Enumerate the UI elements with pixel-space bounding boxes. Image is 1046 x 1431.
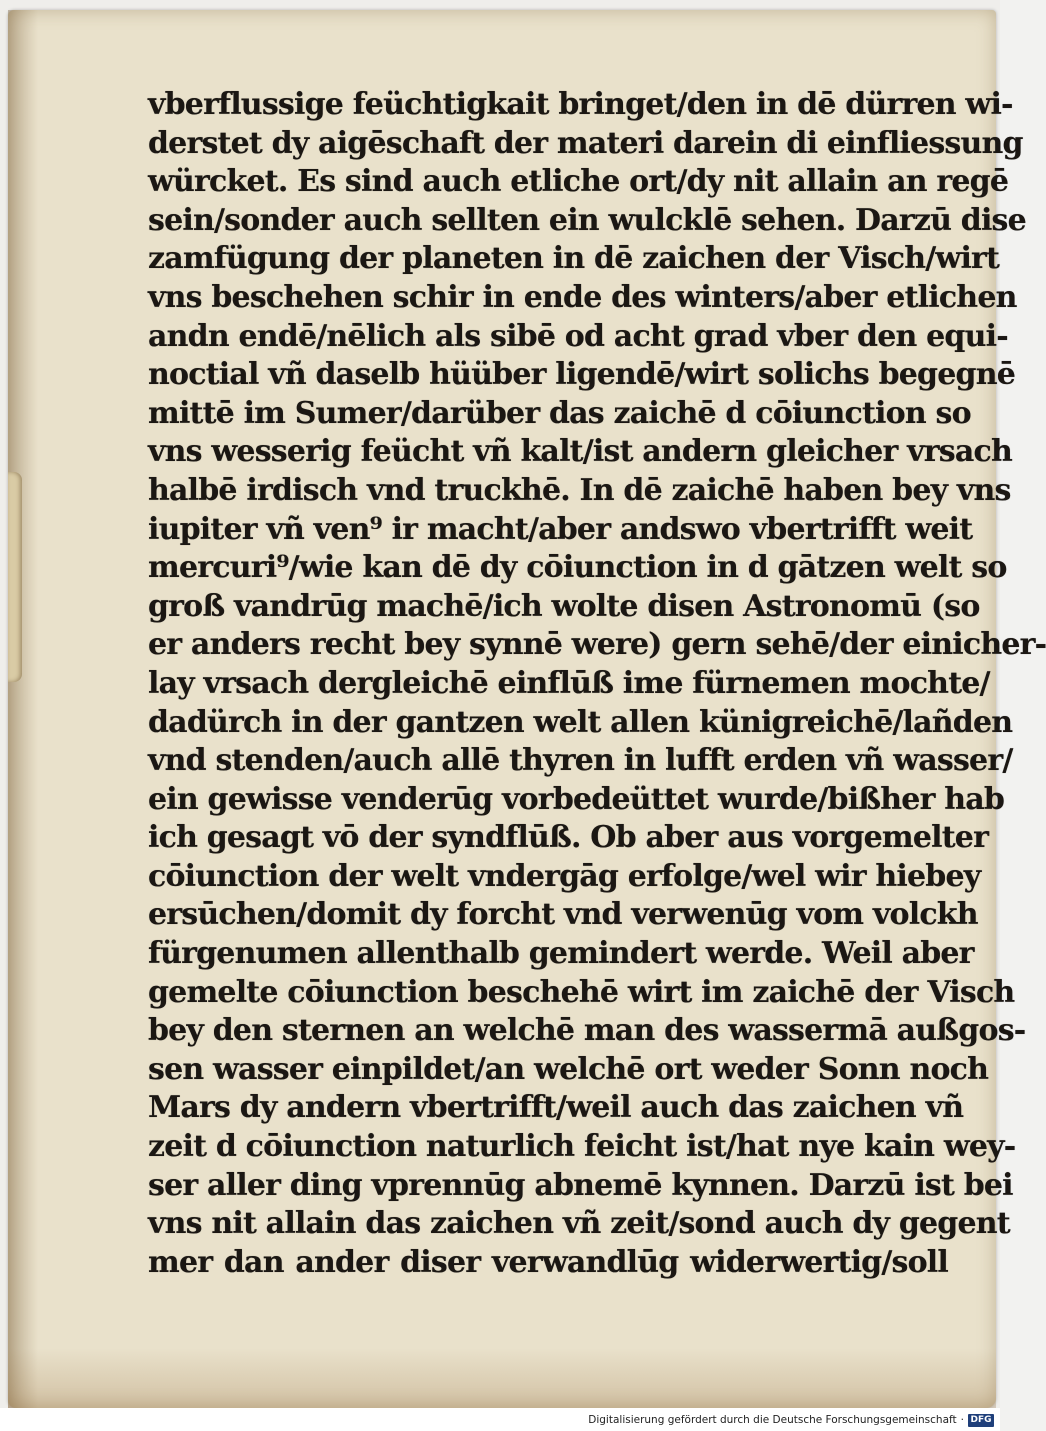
text-line: vns nit allain das zaichen vñ zeit/sond auch dy gegent [148,1206,1010,1242]
text-line: vns beschehen schir in ende des winters/aber etlichen [148,279,1017,315]
text-line: mittē im Sumer/darüber das zaichē d cōiunction so [148,395,971,431]
text-line: fürgenumen allenthalb gemindert werde. Weil aber [148,936,974,972]
text-line: noctial vñ daselb hüüber ligendē/wirt solichs begegnē [148,357,1015,393]
text-line: ser aller ding vprennūg abnemē kynnen. Darzū ist bei [148,1167,1013,1203]
text-line: cōiunction der welt vndergāg erfolge/wel wir hiebey [148,858,981,894]
text-line: iupiter vñ ven⁹ ir macht/aber andswo vbertrifft weit [148,511,973,547]
text-line: mercuri⁹/wie kan dē dy cōiunction in d gātzen welt so [148,550,1007,586]
text-line: zeit d cōiunction naturlich feicht ist/hat nye kain wey- [148,1129,1016,1165]
text-line: mer dan ander diser verwandlūg widerwertig/soll [148,1244,948,1280]
book-page [8,10,1046,1408]
text-line: lay vrsach dergleichē einflūß ime fürnemen mochte/ [148,665,990,701]
text-line: sen wasser einpildet/an welchē ort weder Sonn noch [148,1051,989,1087]
text-line: vnd stenden/auch allē thyren in lufft erden vñ wasser/ [148,743,1013,779]
text-line: vberflussige feüchtigkait bringet/den in dē dürren wi- [148,87,1013,122]
text-line: Mars dy andern vbertrifft/weil auch das zaichen vñ [148,1090,964,1126]
text-line: bey den sternen an welchē man des wassermā außgos- [148,1013,1026,1049]
text-line: andn endē/nēlich als sibē od acht grad vber den equi- [148,318,1008,354]
funding-credit: Digitalisierung gefördert durch die Deutsche Forschungsgemeinschaft [588,1414,957,1426]
text-line: sein/sonder auch sellten ein wulcklē sehen. Darzū dise [148,202,1026,238]
text-line: ersūchen/domit dy forcht vnd verwenūg vom volckh [148,897,978,933]
binding-edge [8,472,22,682]
footer-separator: · [960,1414,964,1426]
dfg-logo: DFG [968,1414,994,1427]
body-text [148,86,1046,1282]
text-line: würcket. Es sind auch etliche ort/dy nit allain an regē [148,164,1009,200]
text-line: ich gesagt vō der syndflūß. Ob aber aus vorgemelter [148,820,989,856]
text-line: groß vandrūg machē/ich wolte disen Astronomū (so [148,588,980,624]
text-line: gemelte cōiunction beschehē wirt im zaichē der Visch [148,974,1015,1010]
text-line: derstet dy aigēschaft der materi darein di einfliessung [148,125,1023,161]
text-line: dadürch in der gantzen welt allen künigreichē/lañden [148,704,1013,740]
text-line: er anders recht bey synnē were) gern sehē/der einicher- [148,627,1046,663]
footer [588,1412,994,1428]
text-line: halbē irdisch vnd truckhē. In dē zaichē haben bey vns [148,472,1011,508]
text-line: ein gewisse venderūg vorbedeüttet wurde/bißher hab [148,781,1005,817]
text-line: vns wesserig feücht vñ kalt/ist andern gleicher vrsach [148,434,1012,470]
text-line: zamfügung der planeten in dē zaichen der Visch/wirt [148,241,1000,277]
